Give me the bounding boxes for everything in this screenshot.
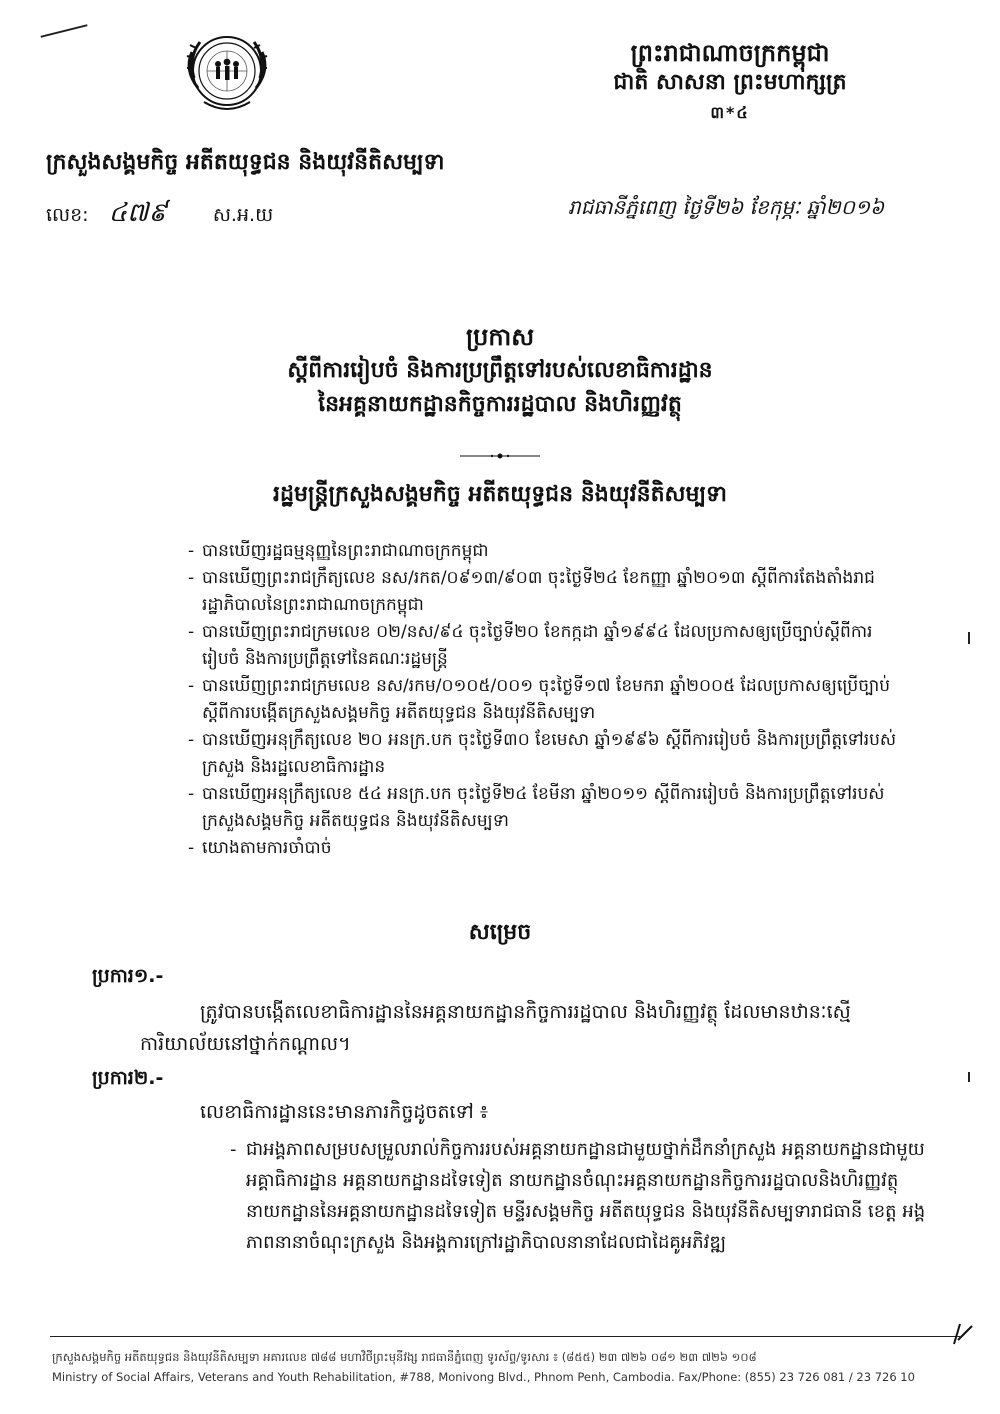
reference-item: - បានឃើញអនុក្រឹត្យលេខ ២០ អនក្រ.បក ចុះថ្ងៃទី៣០ ខែមេសា ឆ្នាំ១៩៩៦ ស្តីពីការរៀបចំ និងការប្រព្រឹត្តទៅរបស់ក្រសួង និងរដ្ឋលេខាធិការដ្ឋាន (188, 727, 908, 781)
article-1-text: ត្រូវបានបង្កើតលេខាធិការដ្ឋាននៃអគ្គនាយកដ្ឋានកិច្ចការរដ្ឋបាល និងហិរញ្ញវត្ថុ ដែលមានឋានៈស្មើការិយាល័យនៅថ្នាក់កណ្តាល។ (140, 1001, 851, 1055)
reference-item: - យោងតាមការចាំបាច់ (188, 835, 908, 862)
reference-item: - បានឃើញរដ្ឋធម្មនុញ្ញនៃព្រះរាជាណាចក្រកម្ពុជា (188, 538, 908, 565)
footer-divider (50, 1336, 960, 1337)
kingdom-motto-block (580, 38, 880, 128)
kingdom-name: ព្រះរាជាណាចក្រកម្ពុជា (630, 39, 830, 67)
article-2-intro: លេខាធិការដ្ឋាននេះមានភារកិច្ចដូចតទៅ ៖ (200, 1101, 489, 1123)
nation-religion-king: ជាតិ សាសនា ព្រះមហាក្សត្រ (613, 70, 847, 95)
reference-item: - បានឃើញអនុក្រឹត្យលេខ ៥៤ អនក្រ.បក ចុះថ្ងៃទី២៤ ខែមីនា ឆ្នាំ២០១១ ស្តីពីការរៀបចំ និងការប្រព្រឹត្តទៅរបស់ក្រសួងសង្គមកិច្ច អតីតយុទ្ធជន និងយុវនីតិសម្បទា (188, 781, 908, 835)
article-2-label: ប្រការ២.- (92, 1067, 164, 1089)
article-2-item-text: ជាអង្គភាពសម្របសម្រួលរាល់កិច្ចការរបស់អគ្គនាយកដ្ឋានជាមួយថ្នាក់ដឹកនាំក្រសួង អគ្គនាយកដ្ឋានជាមួយ អគ្គាធិការដ្ឋាន អគ្គនាយកដ្ឋានដទៃទៀត នាយកដ្ឋានចំណុះអគ្គនាយកដ្ឋានកិច្ចការរដ្ឋបាលនិងហិរញ្ញវត្ថុ នាយកដ្ឋាននៃអគ្គនាយកដ្ឋានដទៃទៀត មន្ទីរសង្គមកិច្ច អតីតយុទ្ធជន និងយុវនីតិសម្បទារាជធានី ខេត្ត អង្គភាពនានាចំណុះក្រសួង និងអង្គការក្រៅរដ្ឋាភិបាលនានាដែលជាដៃគូអភិវឌ្ឍ (246, 1139, 926, 1253)
ornament-mark: ៣*៤ (710, 103, 750, 122)
number-label: លេខ: (46, 204, 89, 226)
article-2-item (230, 1134, 946, 1258)
number-value: ៤៧៩ (108, 198, 167, 228)
document-number-line (46, 196, 273, 234)
minister-title: រដ្ឋមន្ត្រីក្រសួងសង្គមកិច្ច អតីតយុទ្ធជន និងយុវនីតិសម្បទា (273, 482, 727, 507)
decision-heading: សម្រេច (468, 920, 532, 945)
signature-mark-icon (948, 1318, 978, 1348)
reference-item: - បានឃើញព្រះរាជក្រឹត្យលេខ នស/រកត/០៩១៣/៩០៣ ចុះថ្ងៃទី២៤ ខែកញ្ញា ឆ្នាំ២០១៣ ស្តីពីការតែងតាំងរាជរដ្ឋាភិបាលនៃព្រះរាជាណាចក្រកម្ពុជា (188, 565, 908, 619)
title-divider (460, 453, 540, 459)
ministry-name: ក្រសួងសង្គមកិច្ច អតីតយុទ្ធជន និងយុវនីតិសម្បទា (46, 150, 445, 175)
reference-list (188, 538, 908, 862)
footer-address-english: Ministry of Social Affairs, Veterans and Youth Rehabilitation, #788, Monivong Blvd., Phnom Penh, Cambodia. Fax/Phone: (855) 23 726 081 / 23 726 10 (52, 1370, 915, 1384)
ministry-emblem-icon (174, 18, 280, 124)
scan-mark-right-1 (968, 632, 970, 644)
article-1-label: ប្រការ១.- (92, 965, 164, 987)
reference-item: - បានឃើញព្រះរាជក្រមលេខ នស/រកម/០១០៥/០០១ ចុះថ្ងៃទី១៧ ខែមករា ឆ្នាំ២០០៥ ដែលប្រកាសឲ្យប្រើច្បាប់ស្តីពីការបង្កើតក្រសួងសង្គមកិច្ច អតីតយុទ្ធជន និងយុវនីតិសម្បទា (188, 673, 908, 727)
footer-address-khmer: ក្រសួងសង្គមកិច្ច អតីតយុទ្ធជន និងយុវនីតិសម្បទា អគារលេខ ៧៨៨ មហាវិថីព្រះមុនីវង្ស រាជធានីភ្នំពេញ ទូរស័ព្ទ/ទូរសារ ៖ (៨៥៥) ២៣ ៧២៦ ០៨១ ២៣ ៧២៦ ១០៨ (52, 1350, 757, 1364)
number-suffix: ស.អ.យ (212, 204, 274, 226)
scan-mark-top-left (40, 24, 87, 38)
document-date: រាជធានីភ្នំពេញ ថ្ងៃទី២៦ ខែកុម្ភៈ ឆ្នាំ២០១៦ (568, 195, 885, 219)
title-line-3: នៃអគ្គនាយកដ្ឋានកិច្ចការរដ្ឋបាល និងហិរញ្ញវត្ថុ (318, 392, 682, 417)
title-line-2: ស្តីពីការរៀបចំ និងការប្រព្រឹត្តទៅរបស់លេខាធិការដ្ឋាន (287, 358, 713, 383)
reference-item: - បានឃើញព្រះរាជក្រមលេខ ០២/នស/៩៤ ចុះថ្ងៃទី២០ ខែកក្កដា ឆ្នាំ១៩៩៤ ដែលប្រកាសឲ្យប្រើច្បាប់ស្តីពីការរៀបចំ និងការប្រព្រឹត្តទៅនៃគណៈរដ្ឋមន្ត្រី (188, 619, 908, 673)
document-title-block (150, 320, 850, 422)
document-type: ប្រកាស (465, 323, 535, 351)
list-dash: - (230, 1139, 237, 1160)
scan-mark-right-2 (968, 1072, 970, 1082)
